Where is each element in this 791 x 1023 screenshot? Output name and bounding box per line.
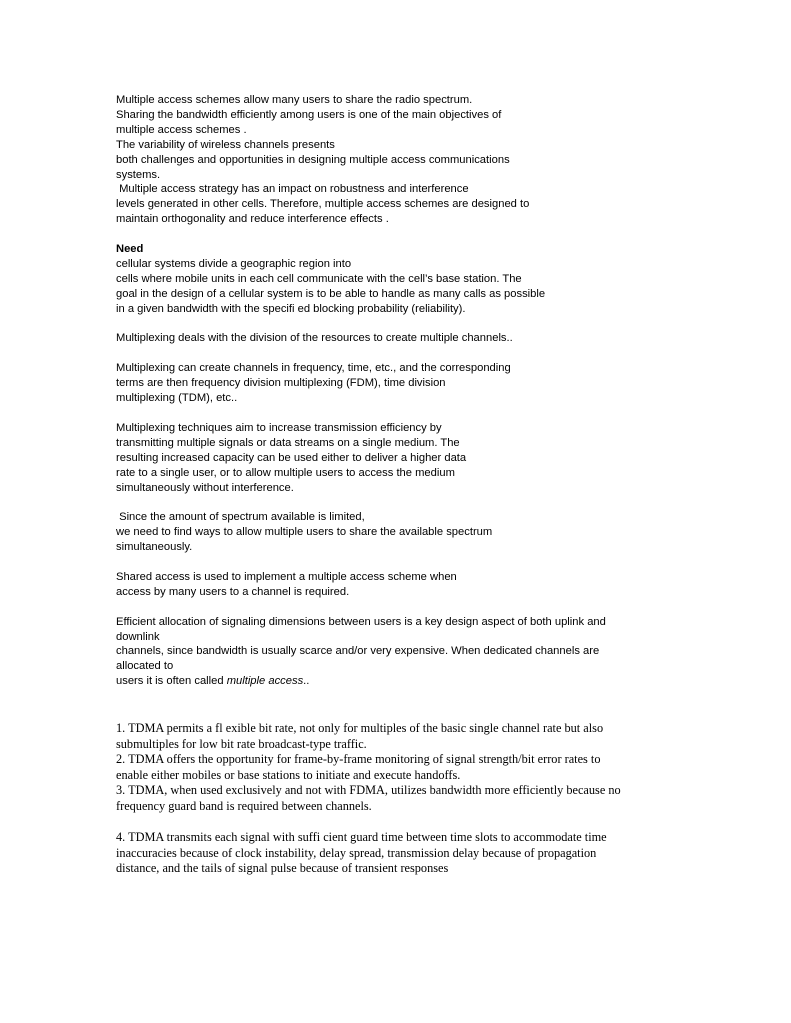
text-line: goal in the design of a cellular system is to be able to handle as many calls as possible bbox=[116, 287, 546, 300]
list-item-line: 4. TDMA transmits each signal with suffi cient guard time between time slots to accommodate time bbox=[116, 830, 607, 845]
text-line: downlink bbox=[116, 630, 160, 643]
text-line: transmitting multiple signals or data streams on a single medium. The bbox=[116, 436, 460, 449]
text-line: cellular systems divide a geographic region into bbox=[116, 257, 352, 270]
emphasis-text: multiple access bbox=[226, 675, 304, 688]
text-line: both challenges and opportunities in designing multiple access communications bbox=[116, 153, 510, 166]
text-line: multiplexing (TDM), etc.. bbox=[116, 392, 238, 405]
text-line: Shared access is used to implement a multiple access scheme when bbox=[116, 570, 457, 583]
text-line: Multiplexing techniques aim to increase transmission efficiency by bbox=[116, 421, 442, 434]
list-item-line: 2. TDMA offers the opportunity for frame-by-frame monitoring of signal strength/bit error rates to bbox=[116, 752, 601, 767]
text-line: Multiple access strategy has an impact on robustness and interference bbox=[116, 183, 469, 196]
tdma-point-4 bbox=[116, 830, 706, 877]
text-line: systems. bbox=[116, 168, 161, 181]
text-line: Since the amount of spectrum available is limited, bbox=[116, 511, 365, 524]
text-line: allocated to bbox=[116, 660, 174, 673]
section-heading: Need bbox=[116, 243, 144, 256]
text-line: maintain orthogonality and reduce interference effects . bbox=[116, 213, 389, 226]
list-item-line: distance, and the tails of signal pulse because of transient responses bbox=[116, 861, 449, 876]
text-line: multiple access schemes . bbox=[116, 123, 247, 136]
list-item-line: inaccuracies because of clock instability, delay spread, transmission delay because of propagation bbox=[116, 845, 597, 860]
text-line: we need to find ways to allow multiple users to share the available spectrum bbox=[116, 526, 493, 539]
text-line: cells where mobile units in each cell communicate with the cell’s base station. The bbox=[116, 272, 522, 285]
tdma-points-1-3 bbox=[116, 721, 706, 815]
text-line bbox=[116, 674, 686, 689]
list-item-line: 1. TDMA permits a fl exible bit rate, not only for multiples of the basic single channel rate but also bbox=[116, 721, 604, 735]
spectrum-paragraph bbox=[116, 510, 686, 555]
text-line: Sharing the bandwidth efficiently among users is one of the main objectives of bbox=[116, 108, 502, 121]
text-line: Multiplexing can create channels in frequency, time, etc., and the corresponding bbox=[116, 362, 511, 375]
text-line: Efficient allocation of signaling dimensions between users is a key design aspect of both uplink and bbox=[116, 615, 606, 628]
multiplexing-types-paragraph bbox=[116, 361, 686, 406]
text-line: rate to a single user, or to allow multiple users to access the medium bbox=[116, 466, 455, 479]
text-line: terms are then frequency division multiplexing (FDM), time division bbox=[116, 377, 446, 390]
shared-access-paragraph bbox=[116, 570, 686, 600]
text-line: access by many users to a channel is required. bbox=[116, 585, 350, 598]
multiplexing-aim-paragraph bbox=[116, 421, 686, 496]
intro-paragraph bbox=[116, 93, 686, 227]
text-line: simultaneously without interference. bbox=[116, 481, 294, 494]
text-line: resulting increased capacity can be used either to deliver a higher data bbox=[116, 451, 467, 464]
tdma-advantages-list bbox=[116, 721, 706, 877]
multiplexing-definition-paragraph bbox=[116, 331, 686, 346]
list-item-line: 3. TDMA, when used exclusively and not with FDMA, utilizes bandwidth more efficiently because no bbox=[116, 783, 621, 798]
text-line: channels, since bandwidth is usually scarce and/or very expensive. When dedicated channels are bbox=[116, 645, 600, 658]
text-fragment: .. bbox=[303, 675, 310, 688]
need-section bbox=[116, 242, 686, 317]
list-item-line: enable either mobiles or base stations to initiate and execute handoffs. bbox=[116, 767, 461, 782]
text-line: Multiple access schemes allow many users to share the radio spectrum. bbox=[116, 94, 473, 106]
allocation-paragraph bbox=[116, 615, 686, 690]
list-item-line: submultiples for low bit rate broadcast-type traffic. bbox=[116, 736, 367, 751]
text-line: The variability of wireless channels presents bbox=[116, 138, 335, 151]
text-line: simultaneously. bbox=[116, 541, 193, 554]
text-line: in a given bandwidth with the specifi ed blocking probability (reliability). bbox=[116, 302, 466, 315]
list-item-line: frequency guard band is required between channels. bbox=[116, 798, 372, 813]
text-line: levels generated in other cells. Therefore, multiple access schemes are designed to bbox=[116, 198, 530, 211]
document-body bbox=[116, 93, 686, 689]
text-fragment: users it is often called bbox=[116, 675, 227, 688]
text-line: Multiplexing deals with the division of the resources to create multiple channels.. bbox=[116, 332, 513, 345]
